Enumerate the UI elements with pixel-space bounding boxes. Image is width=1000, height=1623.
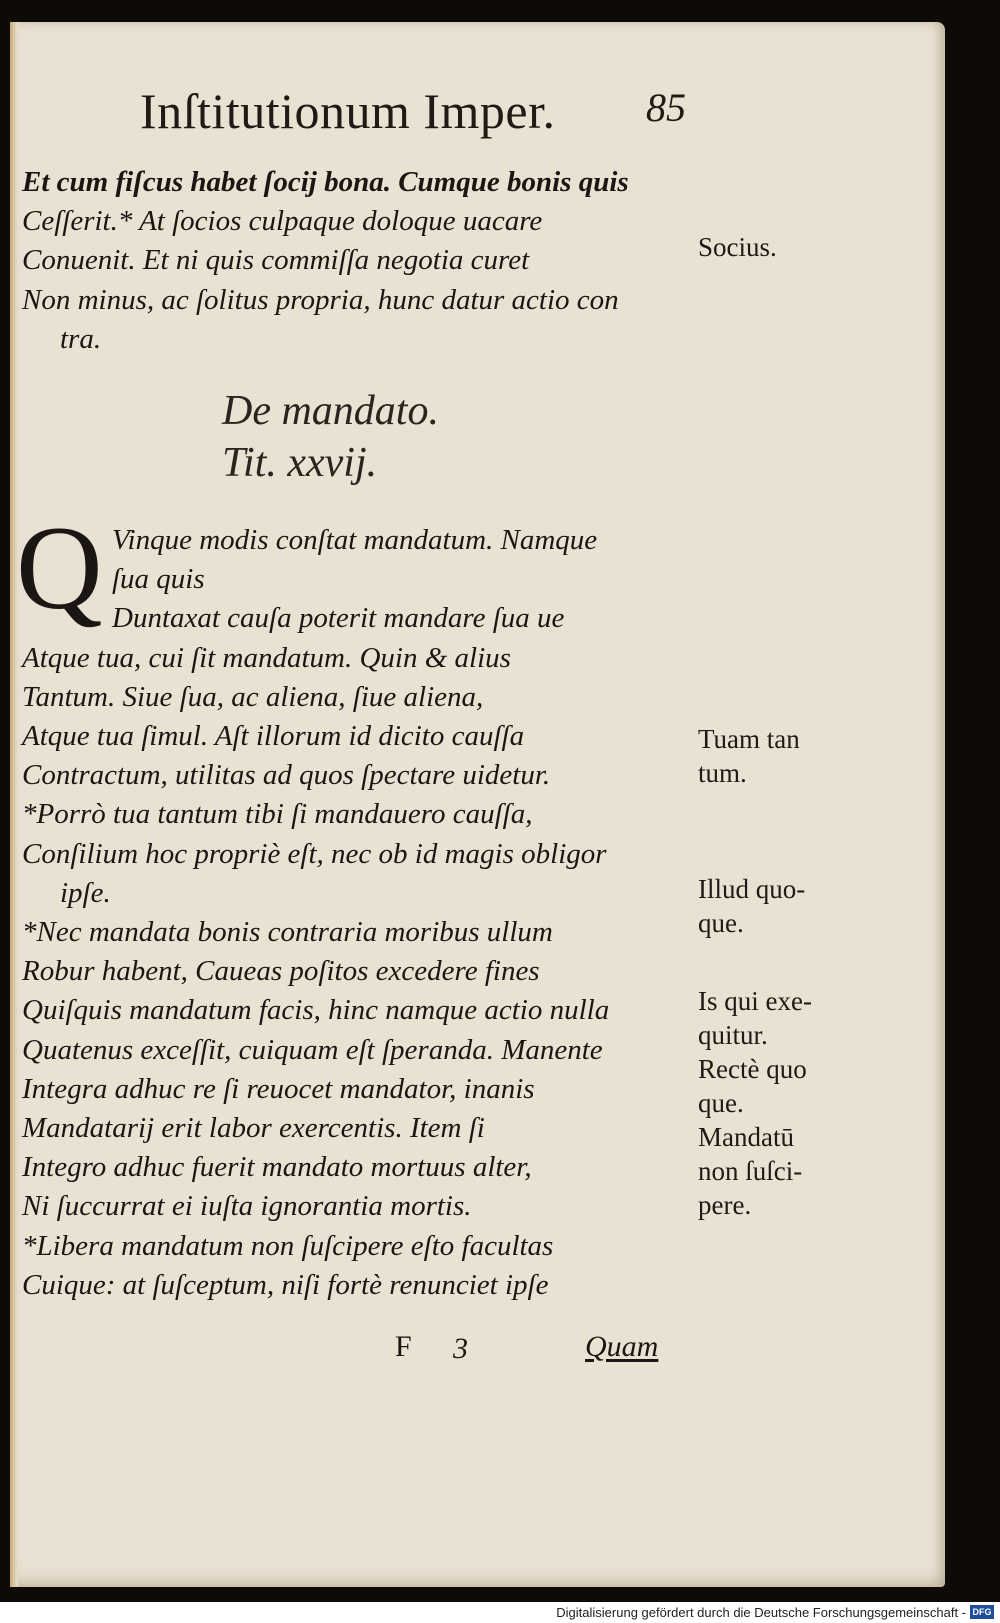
paragraph-1 — [22, 163, 702, 359]
text-line: Ceſſerit.* At ſocios culpaque doloque uacare — [22, 205, 543, 238]
text-line: Non minus, ac ſolitus propria, hunc datur actio con — [22, 283, 619, 316]
signature-number: 3 — [453, 1332, 468, 1365]
text-line: Cuique: at ſuſceptum, niſi fortè renunciet ipſe — [22, 1268, 549, 1301]
section-heading — [222, 385, 439, 489]
margin-note-line: non ſuſci- — [698, 1156, 803, 1186]
section-number: Tit. xxvij. — [222, 440, 378, 486]
text-line: *Porrò tua tantum tibi ſi mandauero cauſſa, — [22, 798, 533, 831]
dfg-logo-icon: DFG — [970, 1605, 994, 1619]
margin-note-line: Rectè quo — [698, 1054, 807, 1084]
text-line: tra. — [60, 322, 102, 355]
text-line: Conuenit. Et ni quis commiſſa negotia curet — [22, 244, 530, 277]
text-line: Integra adhuc re ſi reuocet mandator, inanis — [22, 1072, 535, 1105]
footer-bar — [0, 1602, 1000, 1623]
text-line: Vinque modis conſtat mandatum. Namque — [112, 524, 598, 556]
text-line: ipſe. — [60, 876, 111, 909]
text-line: Quiſquis mandatum facis, hinc namque actio nulla — [22, 994, 610, 1027]
margin-note-line: Mandatū — [698, 1122, 794, 1152]
text-line: Mandatarij erit labor exercentis. Item ſi — [22, 1112, 485, 1145]
margin-note-line: Socius. — [698, 232, 777, 262]
funding-credit: Digitalisierung gefördert durch die Deutsche Forschungsgemeinschaft - — [556, 1605, 966, 1620]
text-line: Tantum. Siue ſua, ac aliena, ſiue aliena, — [22, 680, 484, 713]
page-edge — [10, 22, 18, 1587]
signature-line — [395, 1330, 695, 1370]
text-line: Et cum fiſcus habet ſocij bona. Cumque bonis quis — [22, 166, 629, 198]
text-line: Integro adhuc fuerit mandato mortuus alter, — [22, 1151, 532, 1184]
margin-note-line: quitur. — [698, 1020, 768, 1050]
catchword: Quam — [585, 1330, 659, 1363]
text-line: Robur habent, Caueas poſitos excedere fines — [22, 955, 540, 988]
text-line: Ni ſuccurrat ei iuſta ignorantia mortis. — [22, 1190, 472, 1223]
text-line: ſua quis — [112, 563, 205, 596]
margin-note-line: que. — [698, 1088, 744, 1118]
text-line: *Nec mandata bonis contraria moribus ullum — [22, 916, 553, 949]
paragraph-2 — [22, 521, 722, 1305]
drop-initial: Q — [16, 501, 103, 634]
text-line: Atque tua ſimul. Aſt illorum id dicito cauſſa — [22, 720, 525, 753]
margin-note-line: tum. — [698, 758, 747, 788]
text-line: Atque tua, cui ſit mandatum. Quin & alius — [22, 641, 511, 674]
running-head: Inſtitutionum Imper. — [140, 83, 556, 139]
text-line: Conſilium hoc propriè eſt, nec ob id magis obligor — [22, 837, 607, 870]
text-line: Quatenus exceſſit, cuiquam eſt ſperanda. Manente — [22, 1033, 603, 1066]
margin-note-line: pere. — [698, 1190, 752, 1220]
margin-note-line: Tuam tan — [698, 724, 800, 754]
margin-note-line: Is qui exe- — [698, 986, 812, 1016]
margin-note-line: que. — [698, 908, 744, 938]
margin-note-line: Illud quo- — [698, 874, 806, 904]
text-line: *Libera mandatum non ſuſcipere eſto facultas — [22, 1229, 554, 1262]
page-number: 85 — [646, 85, 686, 130]
text-line: Duntaxat cauſa poterit mandare ſua ue — [112, 602, 565, 635]
section-title: De mandato. — [222, 388, 439, 434]
text-line: Contractum, utilitas ad quos ſpectare uidetur. — [22, 759, 551, 792]
signature-mark: F — [395, 1330, 412, 1363]
